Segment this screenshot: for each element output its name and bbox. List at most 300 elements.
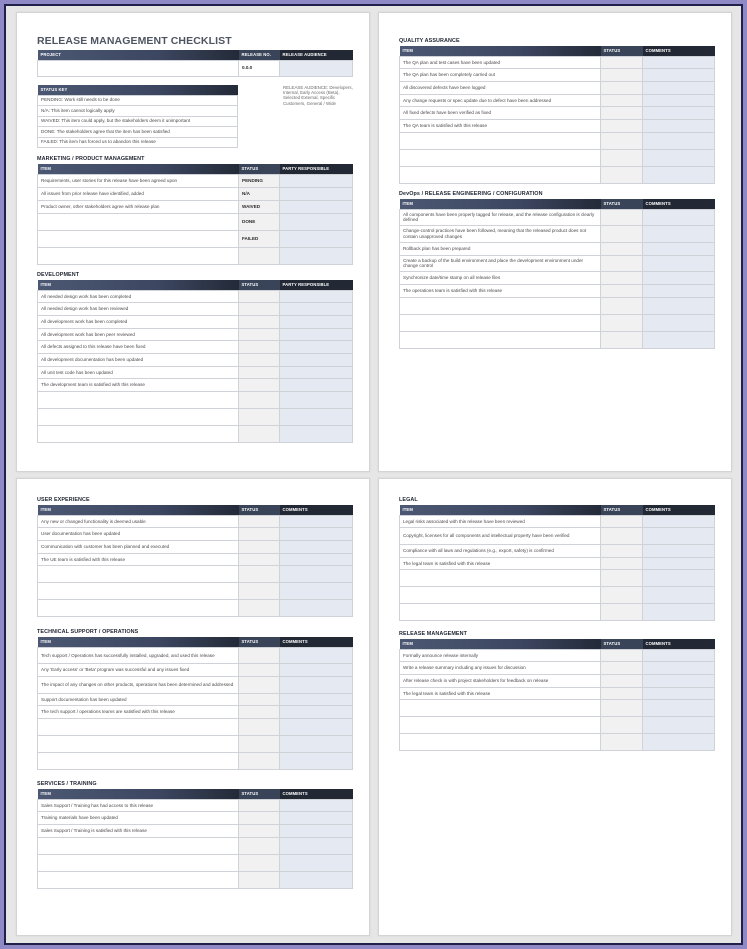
item-cell[interactable] — [38, 735, 239, 752]
status-column-header: STATUS — [239, 789, 280, 799]
item-cell[interactable] — [38, 718, 239, 735]
item-cell[interactable] — [38, 426, 239, 443]
item-cell[interactable] — [400, 717, 601, 734]
item-cell[interactable]: Training materials have been updated — [38, 812, 239, 825]
table-row — [38, 871, 353, 888]
section-title-legal: LEGAL — [399, 497, 418, 503]
comments-cell[interactable] — [280, 528, 353, 541]
item-cell[interactable]: After release check in with project stakeholders for feedback on release — [400, 674, 601, 687]
comments-column-header: COMMENTS — [643, 639, 715, 649]
status-key-pending: PENDING: Work still needs to be done — [38, 95, 238, 106]
comments-cell[interactable] — [280, 706, 353, 719]
status-cell[interactable] — [239, 824, 280, 837]
item-cell[interactable] — [400, 314, 601, 331]
comments-cell[interactable] — [643, 284, 715, 297]
comments-column-header: COMMENTS — [643, 46, 715, 56]
item-cell[interactable]: Product owner, other stakeholders agree with release plan — [38, 200, 239, 213]
status-cell[interactable] — [239, 553, 280, 566]
status-cell[interactable] — [601, 242, 643, 255]
item-cell[interactable] — [400, 132, 601, 149]
item-cell[interactable]: The QA plan and test cases have been updated — [400, 56, 601, 69]
item-cell[interactable] — [38, 583, 239, 600]
item-cell[interactable]: The development team is satisfied with this release — [38, 379, 239, 392]
comments-cell[interactable] — [643, 255, 715, 272]
status-cell[interactable] — [601, 331, 643, 348]
table-row — [38, 664, 353, 677]
item-cell[interactable]: Communication with customer has been planned and executed — [38, 540, 239, 553]
release-audience-note: RELEASE AUDIENCE: Developers, Internal, Early Access (Beta), Selected External, Specific Customers, General / Wide — [283, 85, 353, 106]
devops-table — [399, 199, 715, 349]
status-cell[interactable] — [601, 557, 643, 570]
item-cell[interactable] — [400, 570, 601, 587]
status-cell[interactable] — [239, 676, 280, 693]
item-cell[interactable] — [38, 230, 239, 247]
status-cell[interactable] — [601, 570, 643, 587]
table-row — [400, 662, 715, 675]
status-cell[interactable] — [601, 284, 643, 297]
status-cell[interactable] — [601, 149, 643, 166]
item-column-header: ITEM — [38, 280, 239, 290]
status-column-header: STATUS — [239, 505, 280, 515]
table-row — [400, 528, 715, 545]
table-row — [38, 303, 353, 316]
status-cell[interactable] — [601, 81, 643, 94]
status-key-table — [37, 85, 238, 148]
item-cell[interactable] — [38, 854, 239, 871]
release-audience-column-header: RELEASE AUDIENCE — [280, 50, 353, 60]
comments-cell[interactable] — [643, 687, 715, 700]
comments-cell[interactable] — [643, 717, 715, 734]
table-row — [38, 409, 353, 426]
item-cell[interactable]: The tech support / operations teams are satisfied with this release — [38, 706, 239, 719]
section-title-devops: DevOps / RELEASE ENGINEERING / CONFIGURATION — [399, 191, 543, 197]
item-cell[interactable]: Write a release summary including any issues for discussion — [400, 662, 601, 675]
status-cell[interactable] — [239, 854, 280, 871]
project-column-header: PROJECT — [38, 50, 239, 60]
party-responsible-column-header: PARTY RESPONSIBLE — [280, 164, 353, 174]
item-cell[interactable] — [400, 331, 601, 348]
comments-cell[interactable] — [643, 331, 715, 348]
table-row — [400, 331, 715, 348]
status-cell[interactable] — [239, 600, 280, 617]
status-cell[interactable] — [601, 94, 643, 107]
table-row — [38, 315, 353, 328]
status-cell[interactable] — [601, 544, 643, 557]
project-field[interactable] — [38, 60, 239, 76]
comments-cell[interactable] — [643, 107, 715, 120]
item-cell[interactable] — [38, 600, 239, 617]
table-row — [400, 166, 715, 183]
party-cell[interactable] — [280, 303, 353, 316]
status-cell[interactable] — [239, 799, 280, 812]
comments-cell[interactable] — [643, 272, 715, 285]
item-cell[interactable] — [400, 149, 601, 166]
table-row — [38, 247, 353, 264]
release-management-table — [399, 639, 715, 751]
table-row — [38, 515, 353, 528]
item-cell[interactable]: Compliance with all laws and regulations (e.g., export, safety) is confirmed — [400, 544, 601, 557]
item-cell[interactable]: Sales Support / Training is satisfied with this release — [38, 824, 239, 837]
comments-cell[interactable] — [280, 837, 353, 854]
party-cell[interactable] — [280, 426, 353, 443]
item-column-header: ITEM — [400, 505, 601, 515]
item-cell[interactable]: All development documentation has been updated — [38, 353, 239, 366]
item-cell[interactable]: The legal team is satisfied with this release — [400, 687, 601, 700]
legal-table — [399, 505, 715, 621]
status-column-header: STATUS — [239, 280, 280, 290]
party-cell[interactable] — [280, 290, 353, 303]
table-row — [38, 735, 353, 752]
status-cell[interactable]: WAIVED — [239, 200, 280, 213]
status-cell[interactable] — [601, 687, 643, 700]
table-row — [38, 600, 353, 617]
status-cell[interactable] — [601, 119, 643, 132]
item-cell[interactable]: All unit test code has been updated — [38, 366, 239, 379]
item-cell[interactable]: All development work has been peer reviewed — [38, 328, 239, 341]
item-cell[interactable]: Formally announce release internally — [400, 649, 601, 662]
table-row — [38, 812, 353, 825]
status-cell[interactable] — [601, 56, 643, 69]
item-column-header: ITEM — [400, 199, 601, 209]
comments-cell[interactable] — [280, 566, 353, 583]
party-cell[interactable] — [280, 174, 353, 187]
item-cell[interactable]: The UE team is satisfied with this release — [38, 553, 239, 566]
party-cell[interactable] — [280, 366, 353, 379]
item-cell[interactable] — [400, 604, 601, 621]
comments-cell[interactable] — [643, 242, 715, 255]
status-cell[interactable] — [239, 353, 280, 366]
party-cell[interactable] — [280, 213, 353, 230]
table-row — [400, 209, 715, 226]
party-cell[interactable] — [280, 230, 353, 247]
item-cell[interactable]: Create a backup of the build environment and place the development environment under change control — [400, 255, 601, 272]
table-row — [400, 255, 715, 272]
item-cell[interactable]: All defects assigned to this release have been fixed — [38, 341, 239, 354]
status-cell[interactable] — [601, 314, 643, 331]
table-row — [400, 242, 715, 255]
comments-cell[interactable] — [280, 799, 353, 812]
table-row — [38, 353, 353, 366]
table-row — [38, 366, 353, 379]
comments-cell[interactable] — [643, 544, 715, 557]
comments-cell[interactable] — [280, 718, 353, 735]
comments-cell[interactable] — [643, 528, 715, 545]
comments-cell[interactable] — [643, 166, 715, 183]
item-cell[interactable] — [38, 247, 239, 264]
item-cell[interactable] — [38, 752, 239, 769]
marketing-table — [37, 164, 353, 265]
party-responsible-column-header: PARTY RESPONSIBLE — [280, 280, 353, 290]
status-cell[interactable]: FAILED — [239, 230, 280, 247]
item-cell[interactable]: Any 'Early access' or 'Beta' program was successful and any issues fixed — [38, 664, 239, 677]
comments-cell[interactable] — [643, 649, 715, 662]
tech-support-table — [37, 637, 353, 770]
item-cell[interactable] — [400, 587, 601, 604]
comments-cell[interactable] — [643, 515, 715, 528]
status-cell[interactable] — [239, 647, 280, 664]
item-cell[interactable] — [38, 392, 239, 409]
status-cell[interactable] — [239, 515, 280, 528]
status-cell[interactable] — [601, 700, 643, 717]
item-cell[interactable]: All fixed defects have been verified as fixed — [400, 107, 601, 120]
item-column-header: ITEM — [38, 505, 239, 515]
comments-cell[interactable] — [643, 604, 715, 621]
section-title-qa: QUALITY ASSURANCE — [399, 38, 460, 44]
comments-cell[interactable] — [280, 752, 353, 769]
status-cell[interactable] — [601, 255, 643, 272]
item-cell[interactable]: The operations team is satisfied with this release — [400, 284, 601, 297]
comments-cell[interactable] — [643, 674, 715, 687]
status-cell[interactable] — [239, 366, 280, 379]
item-cell[interactable]: Rollback plan has been prepared — [400, 242, 601, 255]
table-row — [400, 674, 715, 687]
item-column-header: ITEM — [400, 46, 601, 56]
table-row — [38, 553, 353, 566]
table-row — [38, 799, 353, 812]
table-row — [400, 297, 715, 314]
table-row — [38, 566, 353, 583]
comments-cell[interactable] — [643, 56, 715, 69]
comments-cell[interactable] — [643, 662, 715, 675]
item-cell[interactable] — [400, 166, 601, 183]
table-row — [400, 94, 715, 107]
status-cell[interactable] — [601, 662, 643, 675]
status-cell[interactable] — [601, 107, 643, 120]
item-cell[interactable]: All issues from prior release have identified, added — [38, 187, 239, 200]
item-cell[interactable]: Sales Support / Training has had access to this release — [38, 799, 239, 812]
item-cell[interactable] — [38, 837, 239, 854]
item-cell[interactable] — [38, 566, 239, 583]
section-title-development: DEVELOPMENT — [37, 272, 80, 278]
item-cell[interactable]: All development work has been completed — [38, 315, 239, 328]
comments-cell[interactable] — [643, 314, 715, 331]
table-row — [400, 314, 715, 331]
comments-cell[interactable] — [643, 119, 715, 132]
status-cell[interactable] — [601, 132, 643, 149]
development-table — [37, 280, 353, 443]
comments-cell[interactable] — [280, 647, 353, 664]
comments-cell[interactable] — [643, 226, 715, 243]
item-cell[interactable]: Support documentation has been updated — [38, 693, 239, 706]
item-cell[interactable] — [400, 297, 601, 314]
comments-cell[interactable] — [643, 700, 715, 717]
status-cell[interactable] — [601, 69, 643, 82]
comments-column-header: COMMENTS — [280, 505, 353, 515]
status-cell[interactable] — [239, 303, 280, 316]
status-cell[interactable] — [239, 735, 280, 752]
comments-cell[interactable] — [643, 132, 715, 149]
status-cell[interactable] — [601, 515, 643, 528]
comments-cell[interactable] — [280, 676, 353, 693]
party-cell[interactable] — [280, 187, 353, 200]
status-cell[interactable] — [239, 706, 280, 719]
item-cell[interactable]: Any new or changed functionality is deemed usable — [38, 515, 239, 528]
status-cell[interactable] — [601, 587, 643, 604]
project-header-table — [37, 50, 353, 77]
status-cell[interactable] — [601, 734, 643, 751]
party-cell[interactable] — [280, 315, 353, 328]
status-cell[interactable] — [239, 290, 280, 303]
status-cell[interactable] — [601, 674, 643, 687]
status-key-header: STATUS KEY — [38, 85, 238, 95]
party-cell[interactable] — [280, 409, 353, 426]
item-cell[interactable]: Copyright, licenses for all components and intellectual property have been verified — [400, 528, 601, 545]
status-cell[interactable] — [239, 528, 280, 541]
section-title-marketing: MARKETING / PRODUCT MANAGEMENT — [37, 156, 145, 162]
comments-column-header: COMMENTS — [280, 789, 353, 799]
status-cell[interactable] — [239, 664, 280, 677]
item-cell[interactable]: All discovered defects have been logged — [400, 81, 601, 94]
release-no-field[interactable]: 0.0.0 — [239, 60, 280, 76]
status-cell[interactable] — [239, 837, 280, 854]
status-cell[interactable] — [601, 717, 643, 734]
item-cell[interactable]: Change-control practices have been followed, meaning that the released product does not contain unapproved changes — [400, 226, 601, 243]
status-cell[interactable] — [239, 718, 280, 735]
status-column-header: STATUS — [601, 199, 643, 209]
comments-cell[interactable] — [280, 854, 353, 871]
page-4 — [378, 478, 732, 936]
comments-cell[interactable] — [643, 209, 715, 226]
comments-cell[interactable] — [280, 693, 353, 706]
status-cell[interactable] — [239, 812, 280, 825]
status-cell[interactable] — [239, 752, 280, 769]
party-cell[interactable] — [280, 392, 353, 409]
page-2 — [378, 12, 732, 472]
comments-cell[interactable] — [643, 81, 715, 94]
table-row — [400, 107, 715, 120]
table-row — [38, 187, 353, 200]
party-cell[interactable] — [280, 353, 353, 366]
item-cell[interactable]: The QA team is satisfied with this release — [400, 119, 601, 132]
item-cell[interactable]: The impact of any changes on other products, operations has been determined and addressed — [38, 676, 239, 693]
item-cell[interactable] — [38, 213, 239, 230]
item-column-header: ITEM — [38, 637, 239, 647]
comments-cell[interactable] — [280, 664, 353, 677]
status-cell[interactable] — [239, 328, 280, 341]
status-cell[interactable] — [239, 426, 280, 443]
status-cell[interactable] — [239, 315, 280, 328]
status-cell[interactable] — [601, 649, 643, 662]
item-column-header: ITEM — [38, 789, 239, 799]
item-cell[interactable] — [38, 409, 239, 426]
comments-cell[interactable] — [643, 69, 715, 82]
comments-cell[interactable] — [643, 734, 715, 751]
comments-cell[interactable] — [280, 824, 353, 837]
item-cell[interactable] — [38, 871, 239, 888]
comments-cell[interactable] — [280, 583, 353, 600]
comments-cell[interactable] — [643, 557, 715, 570]
party-cell[interactable] — [280, 200, 353, 213]
services-training-table — [37, 789, 353, 889]
item-cell[interactable]: The QA plan has been completely carried out — [400, 69, 601, 82]
table-row — [38, 752, 353, 769]
status-cell[interactable] — [239, 871, 280, 888]
status-cell[interactable] — [601, 166, 643, 183]
item-cell[interactable]: User documentation has been updated — [38, 528, 239, 541]
status-cell[interactable] — [239, 247, 280, 264]
table-row — [38, 693, 353, 706]
comments-cell[interactable] — [643, 297, 715, 314]
status-cell[interactable] — [601, 226, 643, 243]
item-cell[interactable]: All components have been properly tagged for release, and the release configuration is clearly defined — [400, 209, 601, 226]
status-cell[interactable] — [601, 528, 643, 545]
item-cell[interactable] — [400, 700, 601, 717]
comments-cell[interactable] — [643, 587, 715, 604]
table-row — [38, 426, 353, 443]
table-row — [400, 570, 715, 587]
item-cell[interactable]: Tech support / Operations has successfully installed, upgraded, and used this release — [38, 647, 239, 664]
party-cell[interactable] — [280, 328, 353, 341]
status-key-done: DONE: The stakeholders agree that the item has been satisfied — [38, 127, 238, 138]
comments-cell[interactable] — [280, 600, 353, 617]
status-key-na: N/A: This item cannot logically apply — [38, 106, 238, 117]
table-row — [400, 544, 715, 557]
comments-cell[interactable] — [643, 570, 715, 587]
item-cell[interactable]: Any change requests or spec update due to defect have been addressed — [400, 94, 601, 107]
party-cell[interactable] — [280, 341, 353, 354]
item-cell[interactable]: The legal team is satisfied with this release — [400, 557, 601, 570]
status-cell[interactable] — [601, 272, 643, 285]
table-row — [400, 119, 715, 132]
table-row — [38, 341, 353, 354]
status-cell[interactable] — [601, 209, 643, 226]
comments-cell[interactable] — [280, 515, 353, 528]
table-row — [38, 392, 353, 409]
table-row — [400, 734, 715, 751]
status-cell[interactable] — [239, 583, 280, 600]
page-1 — [16, 12, 370, 472]
table-row — [400, 284, 715, 297]
section-title-user-experience: USER EXPERIENCE — [37, 497, 90, 503]
comments-cell[interactable] — [280, 553, 353, 566]
status-cell[interactable] — [239, 379, 280, 392]
table-row — [400, 81, 715, 94]
comments-cell[interactable] — [280, 540, 353, 553]
status-cell[interactable] — [601, 604, 643, 621]
party-cell[interactable] — [280, 379, 353, 392]
status-cell[interactable] — [239, 341, 280, 354]
item-cell[interactable]: Legal risks associated with this release have been reviewed — [400, 515, 601, 528]
comments-cell[interactable] — [643, 94, 715, 107]
release-no-column-header: RELEASE NO. — [239, 50, 280, 60]
status-cell[interactable] — [239, 566, 280, 583]
status-cell[interactable] — [239, 540, 280, 553]
status-cell[interactable]: PENDING — [239, 174, 280, 187]
status-cell[interactable] — [239, 693, 280, 706]
status-cell[interactable]: DONE — [239, 213, 280, 230]
status-cell[interactable] — [601, 297, 643, 314]
item-cell[interactable]: Requirements, user stories for this release have been agreed upon — [38, 174, 239, 187]
item-cell[interactable] — [400, 734, 601, 751]
party-cell[interactable] — [280, 247, 353, 264]
item-cell[interactable]: All needed design work has been completed — [38, 290, 239, 303]
status-column-header: STATUS — [239, 637, 280, 647]
comments-cell[interactable] — [280, 812, 353, 825]
comments-column-header: COMMENTS — [643, 505, 715, 515]
table-row — [400, 717, 715, 734]
status-cell[interactable]: N/A — [239, 187, 280, 200]
comments-cell[interactable] — [280, 871, 353, 888]
comments-column-header: COMMENTS — [280, 637, 353, 647]
table-row — [400, 587, 715, 604]
status-cell[interactable] — [239, 392, 280, 409]
item-cell[interactable]: All needed design work has been reviewed — [38, 303, 239, 316]
status-cell[interactable] — [239, 409, 280, 426]
release-audience-field[interactable] — [280, 60, 353, 76]
item-cell[interactable]: Synchronize date/time stamp on all release files — [400, 272, 601, 285]
comments-cell[interactable] — [280, 735, 353, 752]
comments-cell[interactable] — [643, 149, 715, 166]
